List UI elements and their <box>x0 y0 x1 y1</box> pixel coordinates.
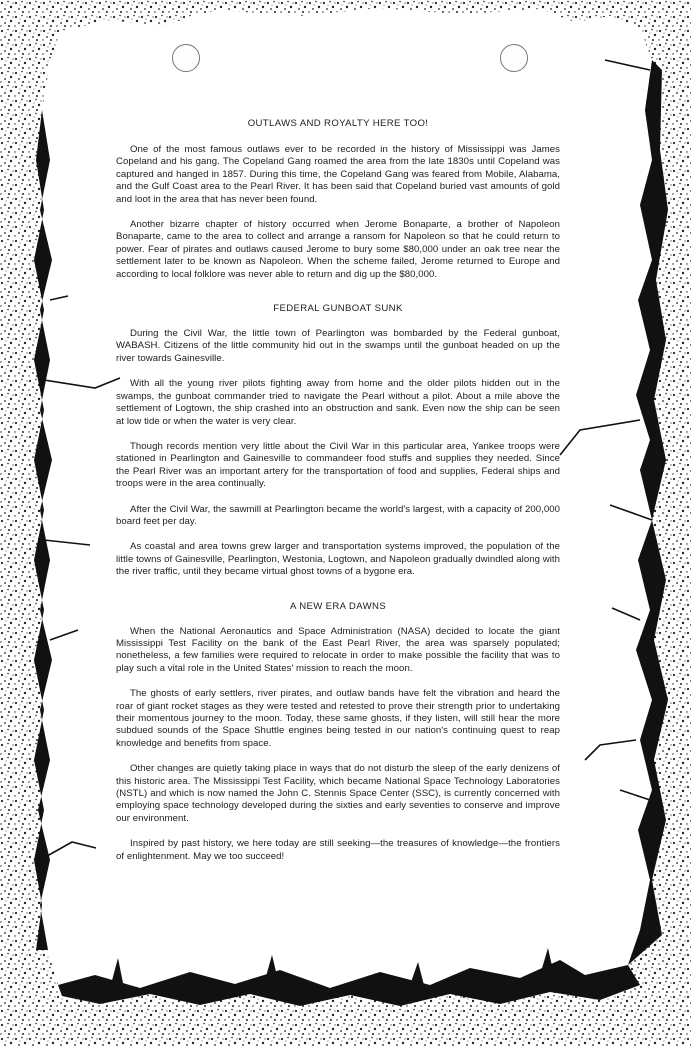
punch-hole-right <box>500 44 528 72</box>
paragraph: Another bizarre chapter of history occurred when Jerome Bonaparte, a brother of Napoleon Bonaparte, came to the area to collect and arrange a ransom for Napoleon so that he could return to power. Fear of pirates and outlaws caused Jerome to bury some $80,000 under an oak tree near the settlement later to be known as Napoleon. When the scheme failed, Jerome returned to Europe and according to local folklore was never able to return and dig up the $80,000. <box>116 219 560 280</box>
paragraph: When the National Aeronautics and Space Administration (NASA) decided to locate the giant Mississippi Test Facility on the bank of the East Pearl River, the area was sparsely populated; nonetheless, a few families were required to relocate in order to make possible the facility that was to play such a vital role in the United States' mission to reach the moon. <box>116 625 560 674</box>
paragraph: With all the young river pilots fighting away from home and the older pilots hidden out in the swamps, the gunboat commander tried to navigate the Pearl without a pilot. About a mile above the settlement of Logtown, the ship crashed into an obstruction and sank. Even now the ship can be seen at low tide or when the water is very clear. <box>116 378 560 427</box>
paragraph: One of the most famous outlaws ever to be recorded in the history of Mississippi was James Copeland and his gang. The Copeland Gang roamed the area from the late 1830s until Copeland was captured and hanged in 1857. During this time, the Copeland Gang was feared from Mobile, Alabama, and the Gulf Coast area to the Pearl River. It has been said that Copeland buried vast amounts of gold and loot in the area that has never been found. <box>116 144 560 205</box>
paragraph: During the Civil War, the little town of Pearlington was bombarded by the Federal gunboat, WABASH. Citizens of the little community hid out in the swamps until the gunboat headed on up the river towards Gainesville. <box>116 328 560 364</box>
article-body <box>116 118 560 863</box>
section-heading-new-era: A NEW ERA DAWNS <box>289 600 387 612</box>
paragraph: Other changes are quietly taking place in ways that do not disturb the sleep of the early denizens of this historic area. The Mississippi Test Facility, which became National Space Technology Laboratories (NSTL) and which is now named the John C. Stennis Space Center (SSC), is currently concerned with employing space technology developed during the sixties and early seventies to conserve and improve our environment. <box>116 763 560 824</box>
section-heading-outlaws: OUTLAWS AND ROYALTY HERE TOO! <box>247 118 429 129</box>
paragraph: Inspired by past history, we here today are still seeking—the treasures of knowledge—the frontiers of enlightenment. May we too succeed! <box>116 838 560 862</box>
paragraph: The ghosts of early settlers, river pirates, and outlaw bands have felt the vibration and heard the roar of giant rocket stages as they were tested and retested to prove their strength prior to undertaking their momentous journey to the moon. Today, these same ghosts, if they listen, will still hear the more subdued sounds of the Space Shuttle engines being tested in our nation's continuing quest to reap knowledge and benefits from space. <box>116 688 560 749</box>
paragraph: As coastal and area towns grew larger and transportation systems improved, the population of the little towns of Gainesville, Pearlington, Westonia, Logtown, and Napoleon gradually dwindled along with the river traffic, until they became virtual ghost towns of a bygone era. <box>116 541 560 578</box>
punch-hole-left <box>172 44 200 72</box>
paragraph: After the Civil War, the sawmill at Pearlington became the world's largest, with a capacity of 200,000 board feet per day. <box>116 503 560 527</box>
paragraph: Though records mention very little about the Civil War in this particular area, Yankee troops were stationed in Pearlington and Gainesville to commandeer food stuffs and supplies they needed. Since the Pearl River was an important artery for the transportation of food and supplies, Federal ships and troops were in the area continually. <box>116 440 560 490</box>
section-heading-gunboat: FEDERAL GUNBOAT SUNK <box>273 303 403 315</box>
